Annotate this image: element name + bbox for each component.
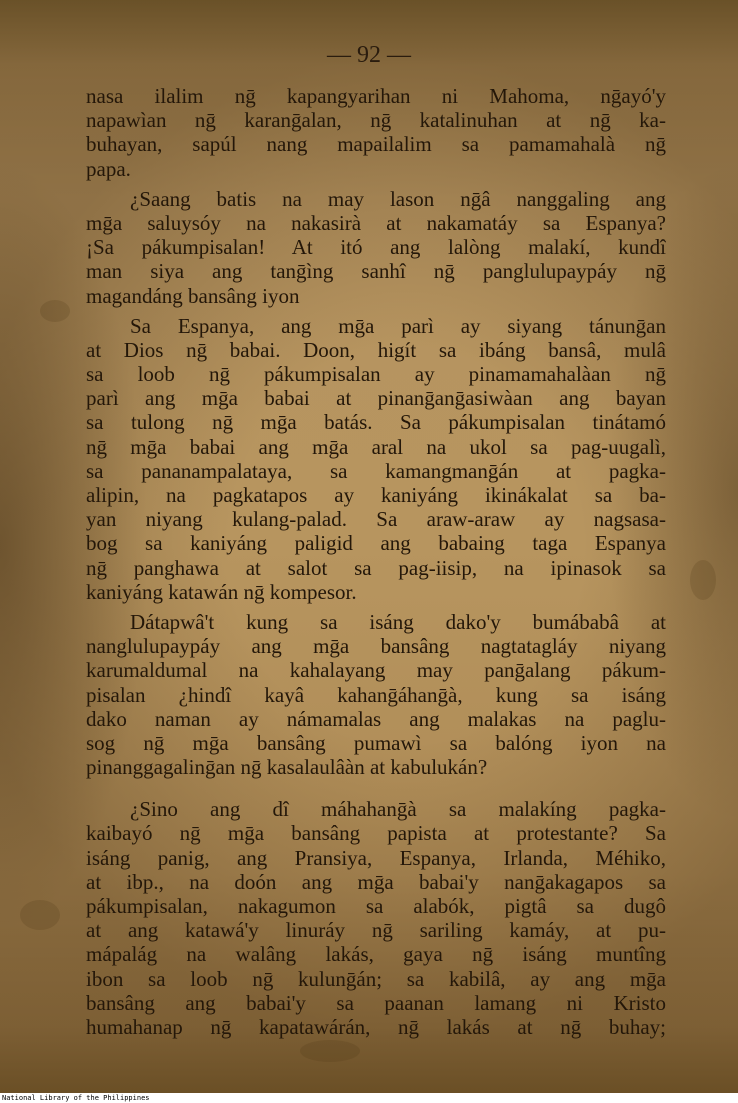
text-line: kaibayó nḡ mḡa bansâng papista at protestante? Sa bbox=[86, 821, 666, 846]
text-line: at ang katawá'y linuráy nḡ sariling kamáy, at pu- bbox=[86, 918, 666, 943]
text-line: ibon sa loob nḡ kulunḡán; sa kabilâ, ay ang mḡa bbox=[86, 966, 666, 991]
text-line: at ibp., na doón ang mḡa babai'y nanḡakagapos sa bbox=[86, 869, 666, 894]
text-line: karumaldumal na kahalayang may panḡalang pákum- bbox=[86, 658, 666, 683]
text-line: pákumpisalan, nakagumon sa alabók, pigtâ sa dugô bbox=[86, 894, 666, 918]
page-number: — 92 — bbox=[327, 42, 411, 68]
library-attribution: National Library of the Philippines bbox=[2, 1094, 150, 1102]
paragraph bbox=[86, 187, 666, 308]
text-line: Sa Espanya, ang mḡa parì ay siyang tánunḡan bbox=[130, 313, 666, 338]
text-line: man siya ang tanḡìng sanhî nḡ panglulupaypáy nḡ bbox=[86, 259, 666, 284]
text-line: napawìan nḡ karanḡalan, nḡ katalinuhan at nḡ ka- bbox=[86, 108, 666, 133]
text-line: at Dios nḡ babai. Doon, higít sa ibáng bansâ, mulâ bbox=[86, 337, 666, 362]
text-line: mḡa saluysóy na nakasirà at nakamatáy sa Espanya? bbox=[86, 210, 666, 235]
text-line: ¿Saang batis na may lason nḡâ nanggaling ang bbox=[130, 186, 666, 211]
text-line: nanglulupaypáy ang mḡa bansâng nagtatagláy niyang bbox=[86, 634, 666, 659]
text-line: bog sa kaniyáng paligid ang babaing taga Espanya bbox=[86, 531, 666, 556]
text-line: sa pananampalataya, sa kamangmanḡán at pagka- bbox=[86, 458, 666, 483]
text-line: bansâng ang babai'y sa paanan lamang ni Kristo bbox=[86, 990, 666, 1015]
paper-stain bbox=[40, 300, 70, 322]
text-line: ¿Sino ang dî máhahanḡà sa malakíng pagka- bbox=[130, 797, 666, 822]
paper-stain bbox=[300, 1040, 360, 1062]
footer-strip bbox=[0, 1094, 738, 1103]
paragraph bbox=[86, 314, 666, 604]
text-line: sog nḡ mḡa bansâng pumawì sa balóng iyon na bbox=[86, 730, 666, 755]
paper-stain bbox=[20, 900, 60, 930]
text-line: pisalan ¿hindî kayâ kahanḡáhanḡà, kung sa isáng bbox=[86, 682, 666, 707]
body-text bbox=[86, 84, 666, 1039]
paper-stain bbox=[690, 560, 716, 600]
text-line: dako naman ay námamalas ang malakas na paglu- bbox=[86, 706, 666, 731]
text-line: Dátapwâ't kung sa isáng dako'y bumábabâ at bbox=[130, 609, 666, 634]
text-line: sa loob nḡ pákumpisalan ay pinamamahalàan nḡ bbox=[86, 362, 666, 387]
text-line: papa. bbox=[86, 156, 131, 181]
text-line: parì ang mḡa babai at pinanḡanḡasiwàan ang bayan bbox=[86, 386, 666, 411]
text-line: nḡ mḡa babai ang mḡa aral na ukol sa pag-uugalì, bbox=[86, 434, 666, 459]
text-line: humahanap nḡ kapatawárán, nḡ lakás at nḡ buhay; bbox=[86, 1014, 666, 1039]
text-line: kaniyáng katawán nḡ kompesor. bbox=[86, 579, 357, 604]
text-line: alipin, na pagkatapos ay kaniyáng ikinákalat sa ba- bbox=[86, 483, 666, 507]
paragraph bbox=[86, 797, 666, 1039]
text-line: nasa ilalim nḡ kapangyarihan ni Mahoma, nḡayó'y bbox=[86, 84, 666, 108]
text-line: yan niyang kulang-palad. Sa araw-araw ay nagsasa- bbox=[86, 507, 666, 532]
text-line: isáng panig, ang Pransiya, Espanya, Irlanda, Méhiko, bbox=[86, 845, 666, 870]
text-line: mápalág na walâng lakás, gaya nḡ isáng muntîng bbox=[86, 942, 666, 967]
text-line: sa tulong nḡ mḡa batás. Sa pákumpisalan tinátamó bbox=[86, 410, 666, 435]
paragraph bbox=[86, 610, 666, 779]
text-line: pinanggagalinḡan nḡ kasalaulâàn at kabulukán? bbox=[86, 755, 488, 780]
text-line: ¡Sa pákumpisalan! At itó ang lalòng malakí, kundî bbox=[86, 235, 666, 260]
text-line: buhayan, sapúl nang mapailalim sa pamamahalà nḡ bbox=[86, 132, 666, 157]
text-line: magandáng bansâng iyon bbox=[86, 283, 300, 308]
text-line: nḡ panghawa at salot sa pag-iisip, na ipinasok sa bbox=[86, 555, 666, 580]
paragraph bbox=[86, 84, 666, 181]
